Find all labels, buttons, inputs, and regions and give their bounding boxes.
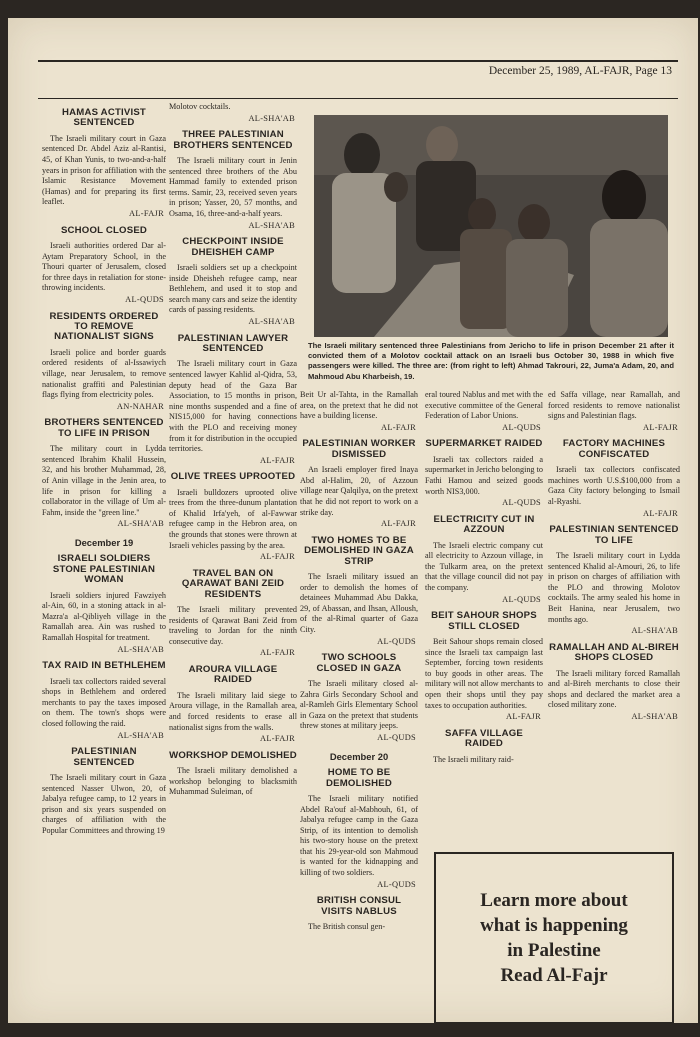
column-1: [42, 102, 166, 840]
photo-caption: The Israeli military sentenced three Palestinians from Jericho to life in prison December 21 after it convicted them of a Molotov cocktail attack on an Israeli bus October 30, 1988 in which five passengers were killed. The three are: (from right to left) Ahmad Takrouri, 22, Juma'a Adam, 20, and Mahmoud Abu Kharbeish, 19.: [308, 341, 674, 381]
source: AL-QUDS: [377, 636, 416, 646]
article-body: The Israeli military court in Gaza sentenced Nasser Ulwon, 20, of Jabalya refugee camp, to 12 years in prison and six years suspended on charges of affiliation with the Popular Committees and throwing 19: [42, 773, 166, 835]
source: AL-FAJR: [260, 455, 295, 465]
source: AL-QUDS: [377, 732, 416, 742]
ad-line: Learn more about: [480, 890, 628, 911]
article-continuation: [425, 390, 543, 433]
article-continuation: [169, 102, 297, 124]
article-body: Beit Ur al-Tahta, in the Ramallah area, on the pretext that he did not have a building license.: [300, 390, 418, 421]
ad-line: Read Al-Fajr: [500, 965, 608, 986]
headline: CHECKPOINT INSIDE DHEISHEH CAMP: [182, 236, 284, 258]
article-body: The Israeli military court in Gaza sentenced lawyer Kahlid al-Qidra, 53, deputy head of the Gaza Bar Association, to 15 months in prison, nine months suspended and a fine of NIS15,000 for having connections with the PLO and receiving money from it for distribution in the occupied territories.: [169, 359, 297, 454]
source: AL-FAJR: [643, 422, 678, 432]
article-body: The Israeli military court in Jenin sentenced three brothers of the Abu Hammad family to extended prison terms. Samir, 23, received seven years in prison; Yasser, 20, 57 months, and Osama, 16, three-and-a-half years.: [169, 156, 297, 218]
ad-line: in Palestine: [507, 940, 601, 961]
column-2: [169, 102, 297, 801]
headline: PALESTINIAN LAWYER SENTENCED: [177, 332, 289, 354]
source: AL-SHA'AB: [248, 220, 295, 230]
column-3: [300, 390, 418, 936]
photo-illustration: [314, 115, 668, 337]
headline: RAMALLAH AND AL-BIREH SHOPS CLOSED: [549, 641, 679, 664]
article-body: The British consul gen-: [308, 922, 386, 932]
article: [300, 439, 418, 529]
source: AL-FAJR: [129, 208, 164, 218]
article: [425, 611, 543, 723]
source: AL-FAJR: [260, 552, 295, 562]
article-body: An Israeli employer fired Inaya Abd al-Halim, 20, of Azzoun village near Qalqilya, on the pretext that he did not report to work on a strike day.: [300, 465, 418, 517]
article-body: The Israeli military closed al-Zahra Girls Secondary School and al-Ramleh Girls Elementary School in Gaza on the pretext that students threw stones at military jeeps.: [300, 678, 418, 731]
source: AL-SHA'AB: [631, 626, 678, 636]
article: [300, 653, 418, 743]
headline: PALESTINIAN WORKER DISMISSED: [302, 438, 416, 460]
article: [425, 515, 543, 605]
article-body: Israeli tax collectors confiscated machines worth U.S.$100,000 from a Gaza City factory belonging to Ismail al-Ryashi.: [548, 465, 680, 506]
headline: FACTORY MACHINES CONFISCATED: [562, 438, 666, 460]
source: AL-SHA'AB: [248, 316, 295, 326]
article-body: The Israeli military prevented residents of Qarawat Bani Zeid from traveling to Jordan for the ninth consecutive day.: [169, 605, 297, 646]
article-body: The Israeli military raid-: [433, 754, 514, 764]
source: AL-FAJR: [643, 508, 678, 518]
source: AL-SHA'AB: [117, 730, 164, 740]
article-body: The Israeli military court in Lydda sentenced Khalid al-Amouri, 26, to life in prison on charges of affiliation with the PLO and throwing Molotov cocktails. The army sealed his home in Beit Hanina, near Jerusalem, two months ago.: [548, 550, 680, 624]
article: [169, 665, 297, 745]
headline: SAFFA VILLAGE RAIDED: [445, 727, 523, 750]
article: [425, 439, 543, 508]
newspaper-page: [8, 18, 698, 1023]
headline: SUPERMARKET RAIDED: [425, 438, 543, 450]
source: AL-SHA'AB: [117, 519, 164, 529]
article: [300, 896, 418, 932]
source: AL-FAJR: [260, 648, 295, 658]
article: [42, 747, 166, 836]
article: [169, 751, 297, 798]
article: [548, 525, 680, 637]
headline: AROURA VILLAGE RAIDED: [188, 664, 278, 686]
article: [548, 439, 680, 519]
article-body: Beit Sahour shops remain closed since the Israeli tax campaign last September, forcing town residents to buy goods in other areas. The military will not allow merchants to open their shops until they pay taxes to occupation authorities.: [425, 636, 543, 710]
source: AL-FAJR: [381, 422, 416, 432]
article-body: Israeli tax collectors raided several shops in Bethlehem and ordered merchants to pay the taxes imposed on them. The town's shops were closed following the raid.: [42, 676, 166, 729]
article: [300, 536, 418, 647]
article-body: Israeli bulldozers uprooted olive trees from the three-dunum plantation of Khalid Irfa'yeh, of al-Fawwar refugee camp in the Hebron area, on the grounds that stones were thrown at Israeli vehicles passing by the area.: [169, 487, 297, 550]
headline: PALESTINIAN SENTENCED: [71, 746, 137, 768]
headline: TWO SCHOOLS CLOSED IN GAZA: [316, 652, 402, 674]
article-body: The military court in Lydda sentenced Ibrahim Khalil Hussein, 32, and his brother Muhammad, 28, of Anin village in the Jenin area, to life in prison for killing a collaborator in the village of Um al-Fahm, inside the "green line.": [42, 444, 166, 517]
source: AL-QUDS: [125, 294, 164, 304]
article-body: Israeli soldiers set up a checkpoint inside Dheisheh refugee camp, near Bethlehem, and used it to stop and search many cars and seize the identity cards of passing residents.: [169, 262, 297, 315]
article-body: Molotov cocktails.: [169, 102, 231, 111]
date-heading: December 19: [74, 536, 134, 548]
article: [169, 237, 297, 327]
headline: PALESTINIAN SENTENCED TO LIFE: [549, 524, 679, 546]
article: [42, 312, 166, 413]
source: AL-SHA'AB: [248, 113, 295, 123]
column-5: [548, 390, 680, 726]
date-heading: December 20: [329, 750, 389, 762]
headline: ELECTRICITY CUT IN AZZOUN: [433, 513, 535, 536]
article: [169, 569, 297, 659]
source: AL-QUDS: [377, 879, 416, 889]
source: AL-SHA'AB: [631, 711, 678, 721]
source: AL-QUDS: [502, 498, 541, 508]
header-rule: [38, 98, 678, 99]
article: [42, 108, 166, 220]
headline: TWO HOMES TO BE DEMOLISHED IN GAZA STRIP: [304, 534, 414, 567]
headline: RESIDENTS ORDERED TO REMOVE NATIONALIST SIGNS: [49, 310, 159, 343]
article: [548, 643, 680, 723]
article-body: The Israeli military demolished a workshop belonging to blacksmith Muhammad Suleiman, of: [169, 766, 297, 797]
headline: HOME TO BE DEMOLISHED: [326, 767, 392, 789]
article-body: The Israeli military issued an order to demolish the homes of detainees Muhammad Abu Dakka, 29, of Abassan, and Ihsan, Alloush, of the al-Rimal quarter of Gaza City.: [300, 571, 418, 634]
source: AL-QUDS: [502, 422, 541, 432]
article-body: eral toured Nablus and met with the executive committee of the General Federation of Labor Unions.: [425, 390, 543, 421]
article: [42, 661, 166, 741]
headline: THREE PALESTINIAN BROTHERS SENTENCED: [173, 129, 293, 151]
headline: BEIT SAHOUR SHOPS STILL CLOSED: [431, 610, 537, 632]
ad-line: what is happening: [480, 915, 628, 936]
article: [169, 130, 297, 231]
headline: BRITISH CONSUL VISITS NABLUS: [316, 895, 402, 917]
page-date-line: December 25, 1989, AL-FAJR, Page 13: [488, 65, 672, 77]
article-body: The Israeli electric company cut all electricity to Azzoun village, in the Tulkarm area, on the pretext that the village council did not pay the company.: [425, 540, 543, 592]
article: [169, 334, 297, 467]
advertisement-box: [434, 852, 674, 1024]
headline: TRAVEL BAN ON QARAWAT BANI ZEID RESIDENTS: [181, 567, 285, 600]
article-body: The Israeli military forced Ramallah and al-Bireh merchants to close their shops and declared the market area a closed military zone.: [548, 668, 680, 710]
headline: WORKSHOP DEMOLISHED: [169, 749, 297, 761]
source: AL-FAJR: [506, 712, 541, 722]
article: [169, 472, 297, 563]
article-body: The Israeli military notified Abdel Ra'ouf al-Mabhouh, 61, of Jabalya refugee camp in the Gaza Strip, of its intention to demolish his two-story house on the pretext that his 29-year-old son Mahmoud is wanted for the kidnapping and killing of two soldiers.: [300, 793, 418, 878]
header-rule: [38, 60, 678, 62]
headline: SCHOOL CLOSED: [60, 224, 148, 236]
source: AN-NAHAR: [116, 401, 164, 411]
source: AL-QUDS: [502, 594, 541, 604]
article-body: The Israeli military court in Gaza sentenced Dr. Abdel Aziz al-Rantisi, 45, of Khan Yunis, to two-and-a-half years in prison for affiliation with the Islamic Resistance Movement (Hamas) and for preparing its first leaflet.: [42, 133, 166, 207]
headline: TAX RAID IN BETHLEHEM: [42, 660, 166, 672]
news-photo: [314, 115, 668, 337]
headline: BROTHERS SENTENCED TO LIFE IN PRISON: [44, 417, 164, 439]
article: [42, 554, 166, 655]
headline: ISRAELI SOLDIERS STONE PALESTINIAN WOMAN: [52, 553, 156, 586]
source: AL-FAJR: [381, 519, 416, 529]
article-body: The Israeli military laid siege to Aroura village, in the Ramallah area, and forced residents to erase all nationalist signs from the walls.: [169, 690, 297, 732]
article-body: Israeli soldiers injured Fawziyeh al-Ain, 60, in a stoning attack in al-Mazra'a al-Qibliyeh village in the Ramallah area. Ain was rushed to Ramallah Hospital for treatment.: [42, 590, 166, 643]
article-body: Israeli authorities ordered Dar al-Aytam Preparatory School, in the Thouri quarter of Jerusalem, closed for three days in retaliation for stone-throwing incidents.: [42, 240, 166, 293]
article-body: Israeli police and border guards ordered residents of al-Issawiych village, near Jerusalem, to remove nationalist graffiti and Palestinian flags flying from electricity poles.: [42, 347, 166, 400]
headline: OLIVE TREES UPROOTED: [170, 471, 296, 483]
article-continuation: [300, 390, 418, 433]
source: AL-FAJR: [260, 734, 295, 744]
article: [425, 729, 543, 765]
article-continuation: [548, 390, 680, 433]
headline: HAMAS ACTIVIST SENTENCED: [62, 107, 146, 129]
column-4: [425, 390, 543, 768]
article: [42, 418, 166, 530]
article: [42, 226, 166, 306]
article: [300, 768, 418, 890]
article-body: Israeli tax collectors raided a supermarket in Jericho belonging to Fathi Hamou and seized goods worth NIS3,000.: [425, 454, 543, 496]
source: AL-SHA'AB: [117, 644, 164, 654]
article-body: ed Saffa village, near Ramallah, and forced residents to remove nationalist signs and Palestinian flags.: [548, 390, 680, 421]
